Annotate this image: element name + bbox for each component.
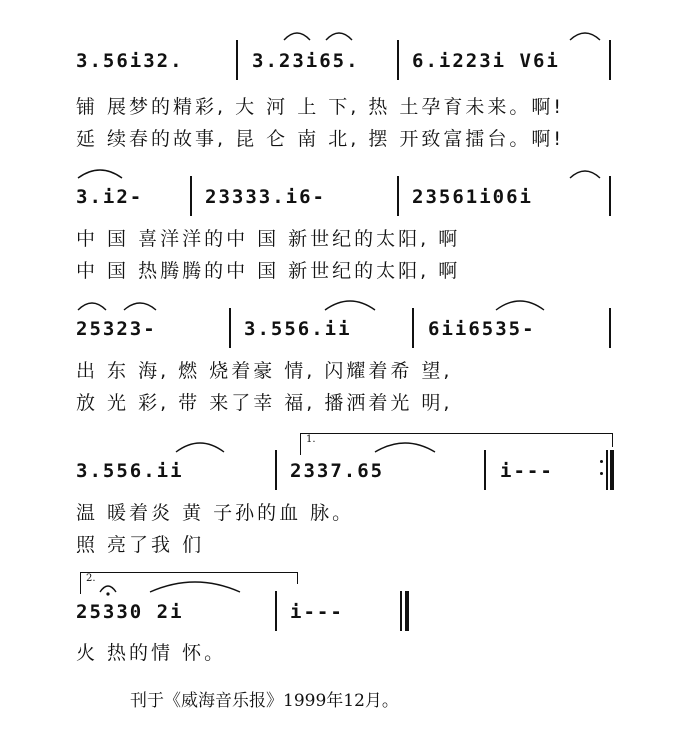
lyric-verse-1: 出 东 海, 燃 烧着豪 情, 闪耀着希 望,: [76, 360, 453, 382]
volta-label-first: 1.: [306, 434, 316, 445]
lyric-verse-2: 中 国 热腾腾的中 国 新世纪的太阳, 啊: [76, 260, 461, 282]
lyric-verse-2: 照 亮了我 们: [76, 534, 205, 556]
notation-measure: i---: [290, 601, 344, 623]
publication-note: 刊于《威海音乐报》1999年12月。: [130, 691, 399, 711]
notation-measure: 3.556.ii: [244, 318, 352, 340]
notation-measure: i---: [500, 460, 554, 482]
notation-measure: 3.56i32.: [76, 50, 184, 72]
lyric-verse-2: 延 续春的故事, 昆 仑 南 北, 摆 开致富擂台。啊!: [76, 128, 564, 150]
notation-measure: 6.i223i V6i: [412, 50, 560, 72]
notation-measure: 2337.65: [290, 460, 385, 482]
lyric-verse-1: 中 国 喜洋洋的中 国 新世纪的太阳, 啊: [76, 228, 461, 250]
notation-measure: 6ii6535-: [428, 318, 536, 340]
lyric-verse-1: 火 热的情 怀。: [76, 642, 227, 664]
notation-measure: 25323-: [76, 318, 157, 340]
notation-measure: 3.556.ii: [76, 460, 184, 482]
notation-measure: 3.23i65.: [252, 50, 360, 72]
notation-measure: 23561i06i: [412, 186, 533, 208]
notation-measure: 3.i2-: [76, 186, 144, 208]
lyric-verse-2: 放 光 彩, 带 来了幸 福, 播洒着光 明,: [76, 392, 453, 414]
notation-measure: 25330 2i: [76, 601, 184, 623]
lyric-verse-1: 铺 展梦的精彩, 大 河 上 下, 热 土孕育未来。啊!: [76, 96, 564, 118]
notation-measure: 23333.i6-: [205, 186, 326, 208]
volta-label-second: 2.: [86, 573, 96, 584]
lyric-verse-1: 温 暖着炎 黄 子孙的血 脉。: [76, 502, 355, 524]
